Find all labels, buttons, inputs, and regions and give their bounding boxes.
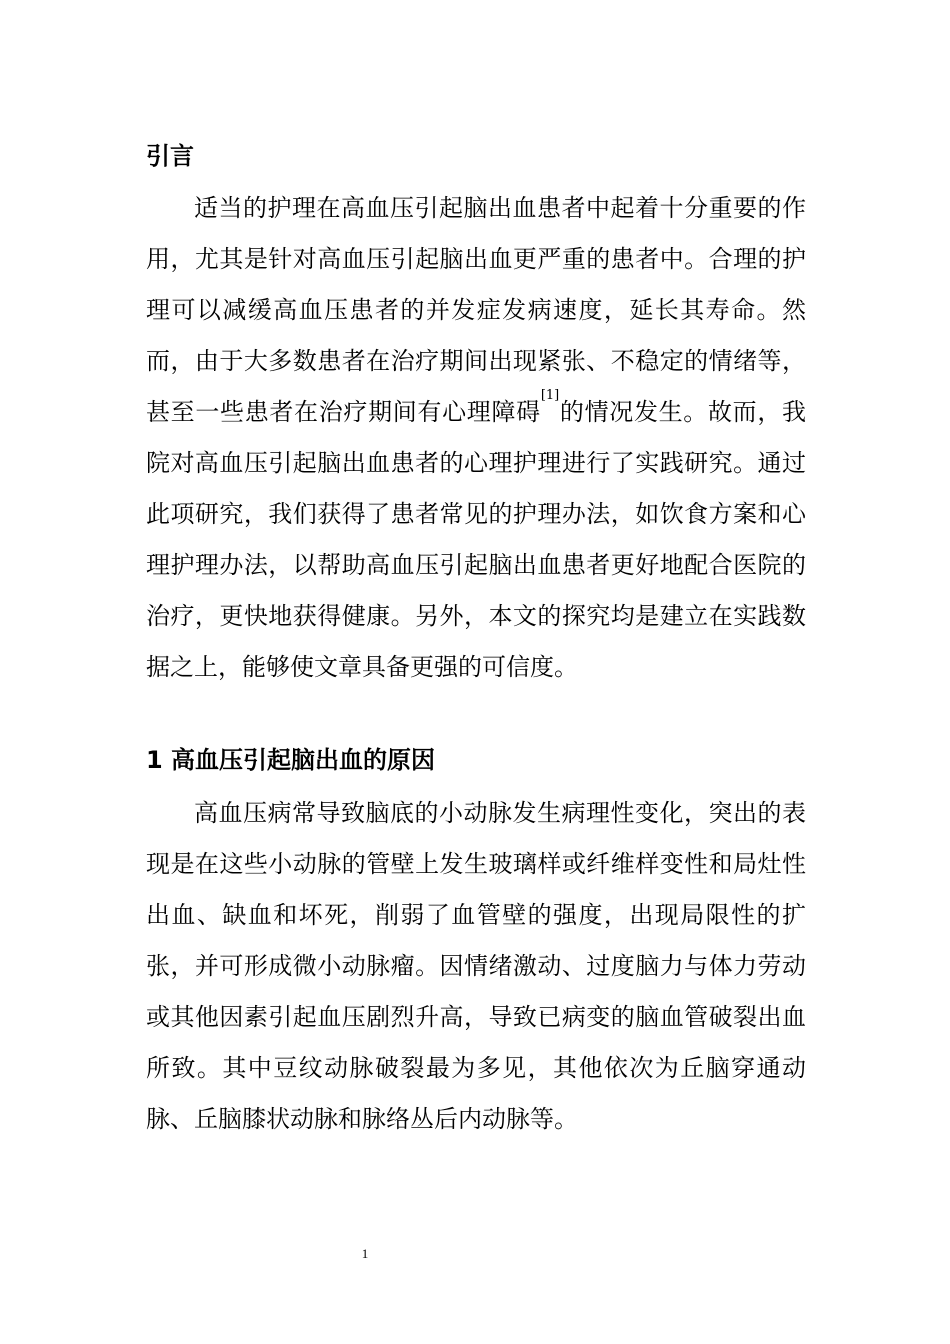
introduction-text-after-citation: 的情况发生。故而，我院对高血压引起脑出血患者的心理护理进行了实践研究。通过此项研究，我们获得了患者常见的护理办法，如饮食方案和心理护理办法，以帮助高血压引起脑出血患者更好地配合医院的治疗，更快地获得健康。另外，本文的探究均是建立在实践数据之上，能够使文章具备更强的可信度。 <box>146 398 807 681</box>
citation-reference: [1] <box>540 388 560 403</box>
page-number: 1 <box>361 1246 369 1261</box>
section-heading-introduction: 引言 <box>146 142 194 170</box>
introduction-text-before-citation: 适当的护理在高血压引起脑出血患者中起着十分重要的作用，尤其是针对高血压引起脑出血更严重的患者中。合理的护理可以减缓高血压患者的并发症发病速度，延长其寿命。然而，由于大多数患者在治疗期间出现紧张、不稳定的情绪等，甚至一些患者在治疗期间有心理障碍 <box>146 194 806 426</box>
causes-paragraph: 高血压病常导致脑底的小动脉发生病理性变化，突出的表现是在这些小动脉的管壁上发生玻璃样或纤维样变性和局灶性出血、缺血和坏死，削弱了血管壁的强度，出现局限性的扩张，并可形成微小动脉瘤。因情绪激动、过度脑力与体力劳动或其他因素引起血压剧烈升高，导致已病变的脑血管破裂出血所致。其中豆纹动脉破裂最为多见，其他依次为丘脑穿通动脉、丘脑膝状动脉和脉络丛后内动脉等。 <box>146 799 806 1133</box>
section-heading-causes: 1 高血压引起脑出血的原因 <box>146 746 436 774</box>
introduction-paragraph <box>146 183 806 693</box>
